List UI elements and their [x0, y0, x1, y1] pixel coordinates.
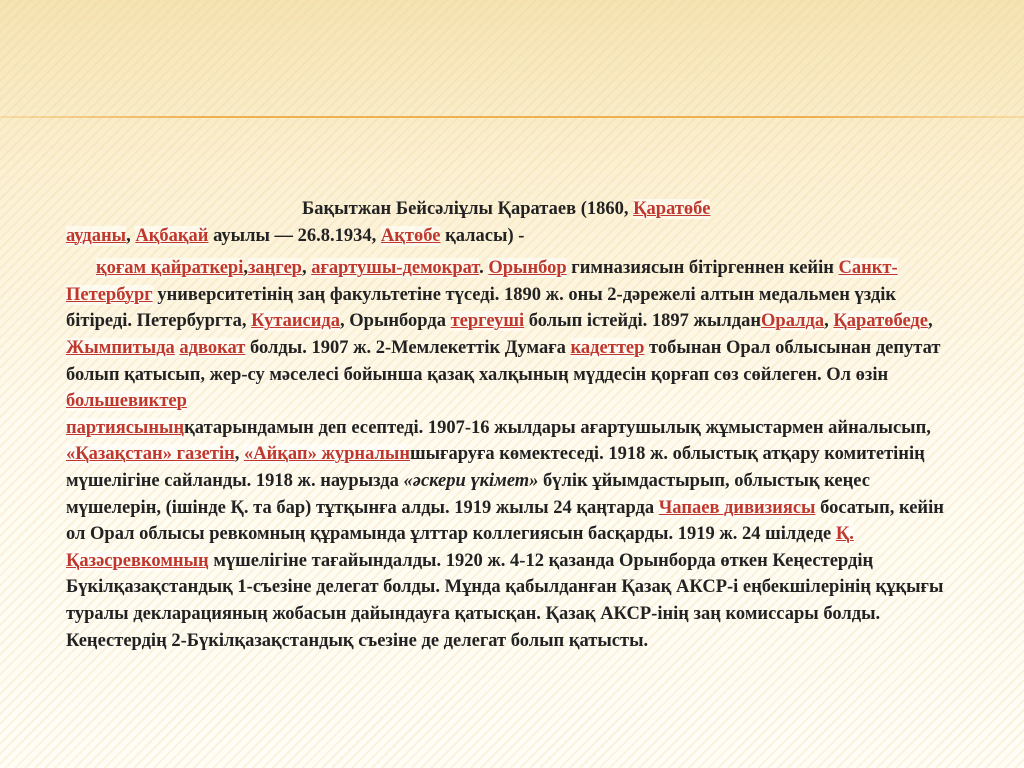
link-chapaev-divizii[interactable]: Чапаев дивизиясы	[658, 497, 816, 518]
text-run: болды. 1907 ж. 2-Мемлекеттік Думаға	[245, 337, 571, 358]
text-run: .	[479, 258, 489, 279]
emphasis-askeri-ukimet: «әскери үкімет»	[403, 470, 539, 491]
text-run: ,	[234, 444, 244, 465]
link-kogam-kairatkeri[interactable]: қоғам қайраткері	[96, 258, 244, 279]
text-run: Бақытжан Бейсәліұлы Қаратаев (1860,	[302, 199, 634, 219]
text-run: гимназиясын бітіргеннен кейін	[566, 258, 839, 279]
link-tergeushi[interactable]: тергеуші	[450, 311, 525, 332]
link-advokat[interactable]: адвокат	[179, 337, 246, 358]
text-run: қаласы) -	[440, 225, 525, 246]
text-run: университетінің заң факультетіне түседі. 1890 ж. оны 2-дәрежелі алтын медальмен үздік бітіреді. Петербургта,	[66, 284, 897, 332]
header-divider	[0, 116, 1024, 118]
text-run: ауылы — 26.8.1934,	[208, 225, 381, 246]
link-agartushy-demokrat[interactable]: ағартушы-демократ	[311, 258, 480, 279]
text-run: ,	[301, 258, 312, 279]
text-run: босатып, кейін ол Орал облысы ревкомның құрамында ұлттар коллегиясын басқарды. 1919 ж. 24 шілдеде	[66, 497, 944, 545]
link-zanger[interactable]: заңгер	[247, 258, 302, 279]
text-run: ,	[243, 258, 248, 279]
link-kazakstan-gazeti[interactable]: «Қазақстан» газетін	[66, 444, 235, 465]
biography-paragraph	[66, 255, 966, 654]
link-kazasrevkom[interactable]: Қ. Қазәсревкомның	[66, 524, 854, 571]
link-akbakai[interactable]: Ақбақай	[135, 225, 209, 246]
text-run: ,	[928, 311, 933, 332]
link-orynbor[interactable]: Орынбор	[488, 258, 567, 279]
text-run: шығаруға көмектеседі. 1918 ж. облыстық атқару комитетінің мүшелігіне сайланды. 1918 ж. наурызда	[66, 444, 925, 491]
link-zhympityda[interactable]: Жымпитыда	[66, 337, 175, 358]
text-run: мүшелігіне тағайындалды. 1920 ж. 4-12 қазанда Орынборда өткен Кеңестердің Бүкілқазақстандық 1-съезіне делегат болды. Мұнда қабылданған Қазақ АКСР-і еңбекшілерінің құқығы туралы декларацияның жобасын дайындауға қатысқан. Қазақ АКСР-інің заң комиссары болды. Кеңестердің 2-Бүкілқазақстандық съезіне де делегат болып қатысты.	[66, 550, 944, 651]
link-karatobe[interactable]: Қаратөбе	[633, 199, 711, 219]
link-karatobede[interactable]: Қаратөбеде	[833, 311, 928, 332]
text-run: бүлік ұйымдастырып, облыстық кеңес мүшелерін, (ішінде Қ. та бар) тұтқынға алды. 1919 жылы 24 қаңтарда	[66, 470, 870, 518]
link-audany[interactable]: ауданы	[66, 225, 127, 246]
link-sankt[interactable]: Санкт-	[838, 258, 898, 279]
link-oralda[interactable]: Оралда	[761, 311, 825, 332]
text-run: қатарындамын деп есептеді. 1907-16 жылдары ағартушылық жұмыстармен айналысып,	[184, 417, 931, 438]
link-aikap-zhurnaly[interactable]: «Айқап» журналын	[244, 444, 410, 465]
text-run: ,	[126, 225, 136, 246]
link-peterburg[interactable]: Петербург	[66, 284, 153, 305]
article-body	[66, 196, 966, 654]
text-run: болып істейді. 1897 жылдан	[524, 311, 762, 332]
link-partiyasynyn[interactable]: партиясының	[66, 417, 185, 438]
text-run: тобынан Орал облысынан депутат болып қатысып, жер-су мәселесі бойынша қазақ халқының мүддесін қорғап сөз сөйлеген. Ол өзін	[66, 337, 941, 385]
link-kutaisida[interactable]: Кутаисида	[251, 311, 341, 332]
link-kadetter[interactable]: кадеттер	[570, 337, 645, 358]
text-run: ,	[824, 311, 834, 332]
text-run: , Орынборда	[340, 311, 451, 332]
link-aktobe[interactable]: Ақтөбе	[380, 225, 441, 246]
intro-paragraph	[66, 196, 966, 249]
link-bolshevikter[interactable]: большевиктер	[66, 391, 187, 412]
